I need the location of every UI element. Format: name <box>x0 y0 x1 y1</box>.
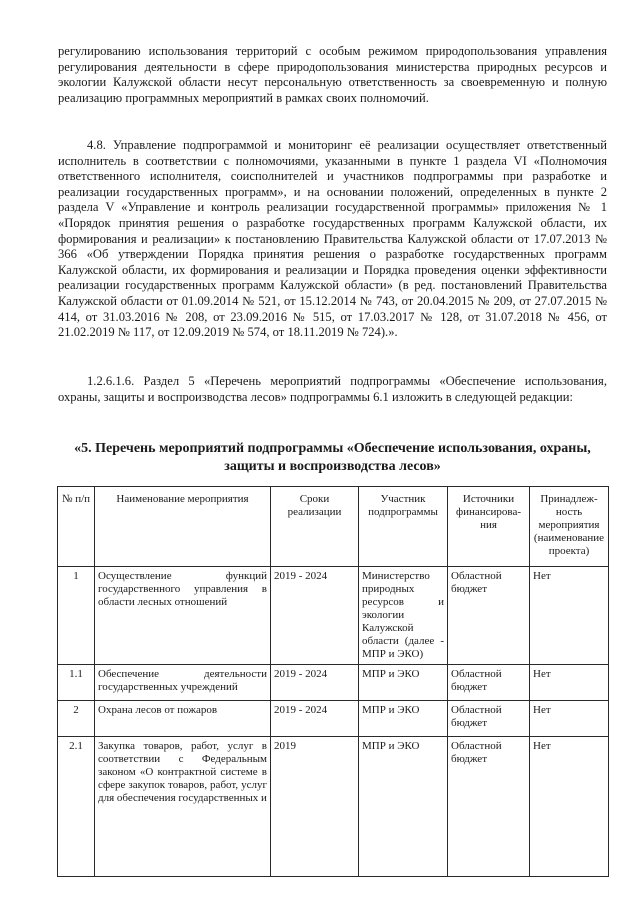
table-row <box>58 567 609 665</box>
cell-participant: Министерство природных ресурсов и экологии Калужской области (далее - МПР и ЭКО) <box>359 567 448 665</box>
table-row <box>58 737 609 877</box>
header-period: Сроки реализации <box>271 487 359 567</box>
measures-table <box>57 486 609 877</box>
table-row <box>58 665 609 701</box>
cell-num: 1 <box>58 567 95 665</box>
cell-source: Областной бюджет <box>448 701 530 737</box>
cell-participant: МПР и ЭКО <box>359 665 448 701</box>
header-name: Наименование мероприятия <box>95 487 271 567</box>
paragraph-4-8: 4.8. Управление подпрограммой и мониторинг её реализации осуществляет ответственный исполнитель в соответствии с полномочиями, указанными в пункте 1 раздела VI «Полномочия ответственного исполнителя, соисполнителей и участников подпрограммы при разработке и реализации государственных программ», и на основании положений, определенных в пункте 2 раздела V «Управление и контроль реализации государственной программы» приложения № 1 «Порядок принятия решения о разработке государственных программ Калужской области, их формирования и реализации» к постановлению Правительства Калужской области от 17.07.2013 № 366 «Об утверждении Порядка принятия решения о разработке государственных программ Калужской области, их формирования и реализации и Порядка проведения оценки эффективности реализации государственных программ Калужской области» (в ред. постановлений Правительства Калужской области от 01.09.2014 № 521, от 15.12.2014 № 743, от 20.04.2015 № 209, от 27.07.2015 № 414, от 31.03.2016 № 208, от 23.09.2016 № 515, от 17.03.2017 № 128, от 31.07.2018 № 456, от 21.02.2019 № 117, от 12.09.2019 № 574, от 18.11.2019 № 724).». <box>58 138 607 340</box>
header-project: Принадлеж- ность мероприятия (наименование проекта) <box>530 487 609 567</box>
cell-num: 1.1 <box>58 665 95 701</box>
cell-project: Нет <box>530 665 609 701</box>
cell-name: Охрана лесов от пожаров <box>95 701 271 737</box>
cell-num: 2 <box>58 701 95 737</box>
cell-participant: МПР и ЭКО <box>359 701 448 737</box>
cell-source: Областной бюджет <box>448 567 530 665</box>
paragraph-1-2-6-1-6: 1.2.6.1.6. Раздел 5 «Перечень мероприятий подпрограммы «Обеспечение использования, охраны, защиты и воспроизводства лесов» подпрограммы 6.1 изложить в следующей редакции: <box>58 374 607 404</box>
cell-period: 2019 - 2024 <box>271 567 359 665</box>
cell-period: 2019 - 2024 <box>271 665 359 701</box>
cell-name: Обеспечение деятельности государственных учреждений <box>95 665 271 701</box>
cell-period: 2019 - 2024 <box>271 701 359 737</box>
header-participant: Участник подпрограммы <box>359 487 448 567</box>
table-header-row <box>58 487 609 567</box>
header-source: Источники финансирова- ния <box>448 487 530 567</box>
section-heading: «5. Перечень мероприятий подпрограммы «Обеспечение использования, охраны, защиты и воспроизводства лесов» <box>74 441 591 474</box>
cell-source: Областной бюджет <box>448 665 530 701</box>
cell-project: Нет <box>530 567 609 665</box>
cell-source: Областной бюджет <box>448 737 530 877</box>
header-num: № п/п <box>58 487 95 567</box>
cell-period: 2019 <box>271 737 359 877</box>
paragraph-continuation: регулированию использования территорий с особым режимом природопользования управления регулирования деятельности в сфере природопользования министерства природных ресурсов и экологии Калужской области несут персональную ответственность за своевременную и полную реализацию программных мероприятий в рамках своих полномочий. <box>58 44 607 105</box>
table-row <box>58 701 609 737</box>
cell-num: 2.1 <box>58 737 95 877</box>
cell-project: Нет <box>530 701 609 737</box>
cell-participant: МПР и ЭКО <box>359 737 448 877</box>
cell-name: Осуществление функций государственного управления в области лесных отношений <box>95 567 271 665</box>
cell-project: Нет <box>530 737 609 877</box>
cell-name: Закупка товаров, работ, услуг в соответствии с Федеральным законом «О контрактной системе в сфере закупок товаров, работ, услуг для обеспечения государственных и <box>95 737 271 877</box>
